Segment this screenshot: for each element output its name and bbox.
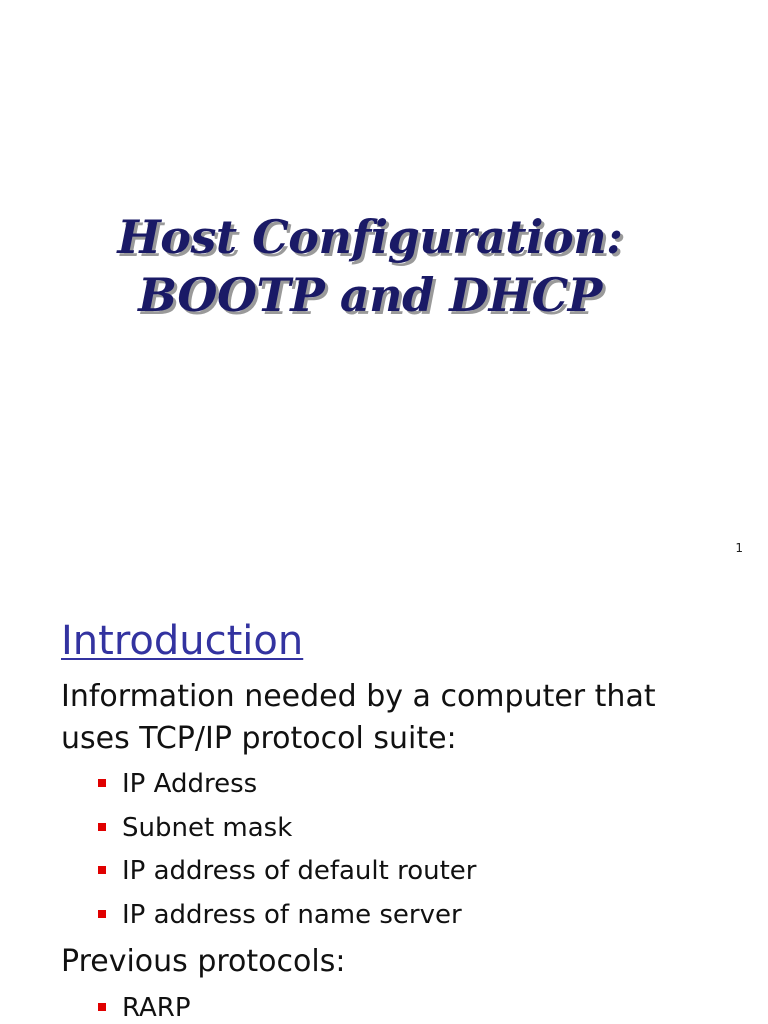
red-square-bullet-icon — [98, 866, 106, 874]
list-item — [98, 764, 476, 808]
list-item-label: IP Address — [122, 769, 258, 799]
slide-title — [0, 208, 740, 324]
list-item — [98, 988, 191, 1024]
info-list — [98, 764, 476, 938]
list-item — [98, 851, 476, 895]
red-square-bullet-icon — [98, 910, 106, 918]
slide-number: 1 — [735, 541, 743, 555]
list-item-label: RARP — [122, 993, 191, 1023]
list-item — [98, 895, 476, 939]
previous-protocols-list — [98, 988, 191, 1024]
list-item-label: IP address of default router — [122, 856, 477, 887]
intro-paragraph: Information needed by a computer that uses TCP/IP protocol suite: — [61, 679, 656, 756]
red-square-bullet-icon — [98, 823, 106, 831]
list-item — [98, 808, 476, 852]
title-line-2: BOOTP and DHCP — [138, 268, 602, 322]
section-heading: Introduction — [61, 618, 304, 664]
list-item-label: Subnet mask — [122, 812, 293, 843]
red-square-bullet-icon — [98, 1003, 106, 1011]
title-line-1: Host Configuration: — [117, 210, 623, 264]
list-item-label: IP address of name server — [122, 899, 462, 930]
red-square-bullet-icon — [98, 779, 106, 787]
previous-protocols-label: Previous protocols: — [61, 944, 346, 979]
